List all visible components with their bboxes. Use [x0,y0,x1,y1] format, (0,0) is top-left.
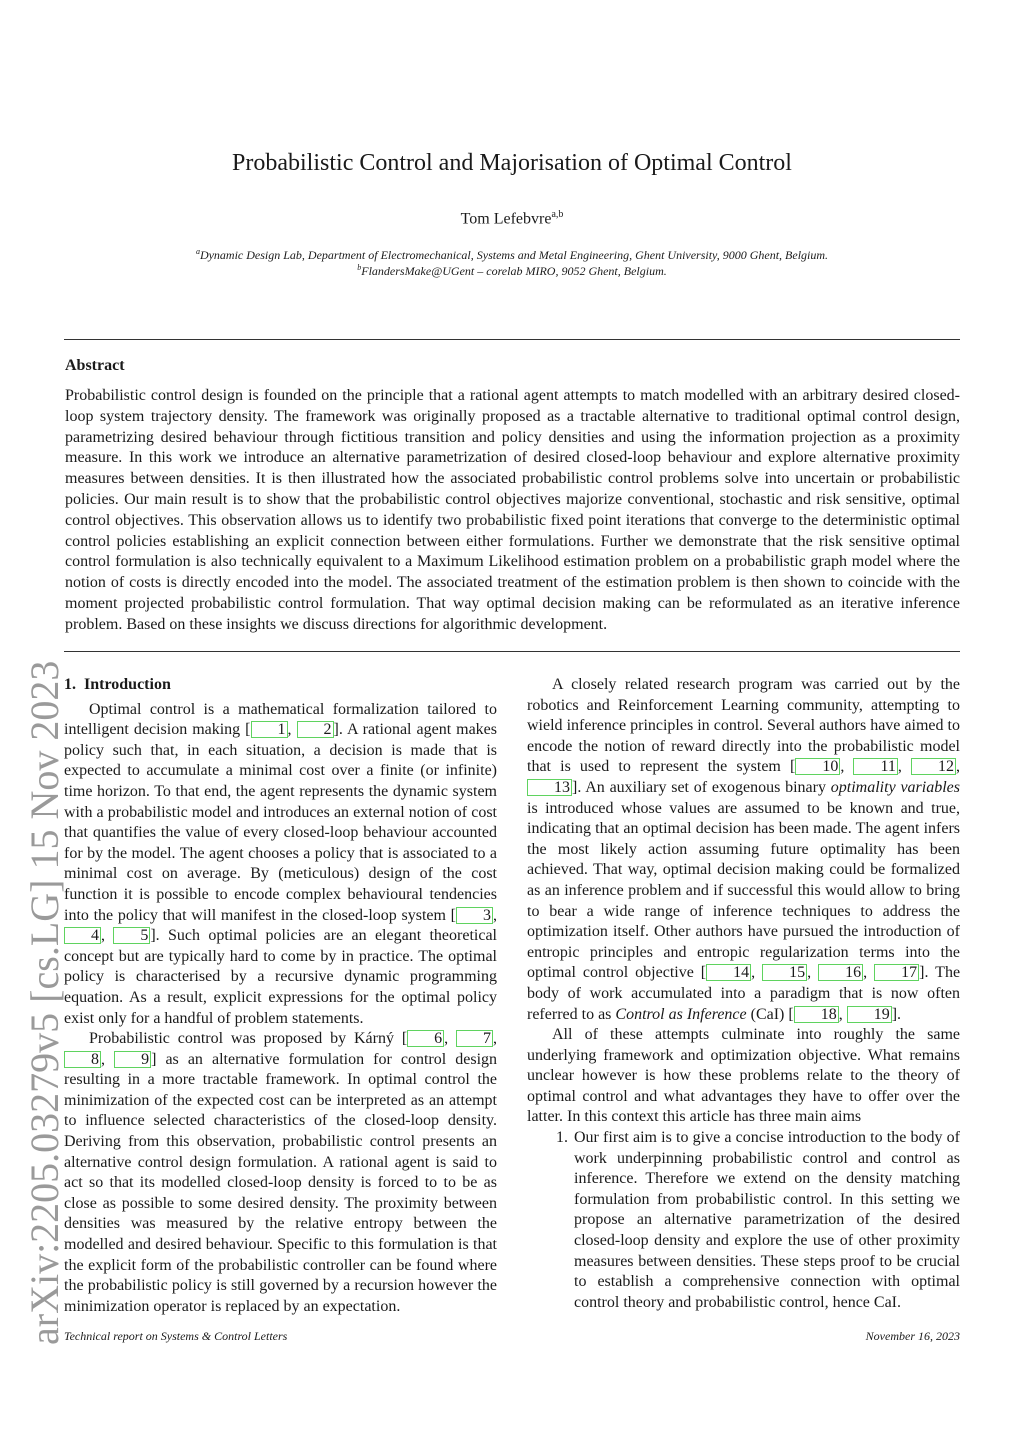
abstract-text: Probabilistic control design is founded on the principle that a rational agent attempts to match modelled with an arbitrary desired closed-loop system trajectory density. The framework was originally proposed as a tractable alternative to traditional optimal control design, parametrizing desired behaviour through fictitious transition and policy densities and using the information projection as a proximity measure. In this work we introduce an alternative parametrization of desired closed-loop behaviour and explore alternative proximity measures between densities. It is then illustrated how the associated probabilistic control problems solve into uncertain or probabilistic policies. Our main result is to show that the probabilistic control objectives majorize conventional, stochastic and risk sensitive, optimal control objectives. This observation allows us to identify two probabilistic fixed point iterations that converge to the deterministic optimal control policies establishing an explicit connection between either formulations. Further we demonstrate that the risk sensitive optimal control formulation is also technically equivalent to a Maximum Likelihood estimation problem on a probabilistic graph model where the notion of costs is directly encoded into the model. The associated treatment of the estimation problem is then shown to coincide with the moment projected probabilistic control formulation. That way optimal decision making can be reformulated as an iterative inference problem. Based on these insights we discuss directions for algorithmic development. [65,387,960,633]
abstract-heading: Abstract [65,357,125,374]
citation-link[interactable]: 19 [847,1006,892,1023]
left-column [64,675,497,1317]
aims-list [527,1128,960,1313]
citation-link[interactable]: 4 [64,927,101,944]
citation-link[interactable]: 13 [527,779,572,796]
emphasis-optimality-variables: optimality variables [830,778,960,796]
citation-link[interactable]: 3 [456,907,493,924]
citation-link[interactable]: 16 [818,964,863,981]
emphasis-control-as-inference: Control as Inference [615,1005,747,1023]
affiliation-b [0,263,1024,279]
arxiv-side-stamp [10,445,72,1345]
section-title: Introduction [84,676,171,693]
citation-link[interactable]: 2 [297,721,334,738]
citation-link[interactable]: 5 [113,927,150,944]
citation-link[interactable]: 8 [64,1051,101,1068]
footer-journal: Technical report on Systems & Control Letters [64,1329,288,1343]
author-name: Tom Lefebvre [460,210,552,228]
intro-paragraph-1: Optimal control is a mathematical formalization tailored to intelligent decision making [ 1 , 2 ]. A rational agent makes policy such that, in each situation, a decision is made that is expected to accumulate a minimal cost over a finite (or infinite) time horizon. To that end, the agent represents the dynamic system with a probabilistic model and introduces an external notion of cost that quantifies the value of every closed-loop behaviour accounted for by the model. The agent chooses a policy that is associated to a minimal cost on average. By (meticulous) design of the cost function it is possible to encode complex behavioural tendencies into the policy that will manifest in the closed-loop system [ 3 , 4 , 5 ]. Such optimal policies are an elegant theoretical concept but are typically hard to come by in practice. The optimal policy is characterised by a recursive dynamic programming equation. As a result, explicit expressions for the optimal policy exist only for a handful of problem statements. [64,700,498,1027]
citation-link[interactable]: 18 [794,1006,839,1023]
citation-link[interactable]: 14 [706,964,751,981]
citation-link[interactable]: 15 [762,964,807,981]
author-affil-marks: a,b [551,209,564,220]
citation-link[interactable]: 1 [251,721,288,738]
citation-link[interactable]: 9 [114,1051,151,1068]
top-divider [64,339,960,340]
footer-date: November 16, 2023 [865,1329,960,1343]
citation-link[interactable]: 17 [874,964,919,981]
section-heading [64,675,497,696]
paper-title: Probabilistic Control and Majorisation of Optimal Control [232,150,792,176]
affiliation-b-text: FlandersMake@UGent – corelab MIRO, 9052 Ghent, Belgium. [361,264,667,278]
affiliation-a-mark: a [195,247,200,256]
affiliation-a [0,247,1024,263]
affiliation-a-text: Dynamic Design Lab, Department of Electromechanical, Systems and Metal Engineering, Ghent University, 9000 Ghent, Belgium. [199,248,829,262]
aims-list-item: 1. Our first aim is to give a concise introduction to the body of work underpinning probabilistic control and control as inference. Therefore we extend on the density matching formulation from probabilistic control. In this setting we propose an alternative parametrization of the desired closed-loop density and explore the use of other proximity measures between densities. These steps proof to be crucial to establish a comprehensive connection with optimal control theory and probabilistic control, hence CaI. [572,1128,960,1313]
author-line [0,209,1024,228]
citation-link[interactable]: 10 [795,758,840,775]
arxiv-stamp-text: arXiv:2205.03279v5 [cs.LG] 15 Nov 2023 [22,660,67,1345]
section-number: 1. [64,676,76,693]
citation-link[interactable]: 11 [853,758,897,775]
intro-paragraph-2: Probabilistic control was proposed by Kárný [ 6 , 7 , 8 , 9 ] as an alternative formulation for control design resulting in a more tractable framework. In optimal control the minimization of the expected cost can be interpreted as an attempt to influence selected characteristics of the closed-loop density. Deriving from this observation, probabilistic control presents an alternative control design formulation. A rational agent is said to act so that its modelled closed-loop density is forced to to be as close as possible to some desired density. The proximity between densities was measured by the relative entropy between the modelled and desired behaviour. Specific to this formulation is that the explicit form of the probabilistic controller can be found where the probabilistic policy is still governed by a recursion however the minimization operator is replaced by an expectation. [64,1030,498,1315]
right-column [527,675,960,1313]
citation-link[interactable]: 7 [456,1030,493,1047]
citation-link[interactable]: 6 [407,1030,444,1047]
intro-paragraph-4: All of these attempts culminate into roughly the same underlying framework and optimization objective. What remains unclear however is how these problems relate to the theory of optimal control and what advantages they have to offer over the latter. In this context this article has three main aims [527,1026,960,1126]
abstract-divider [64,651,960,652]
affiliation-b-mark: b [357,263,362,272]
citation-link[interactable]: 12 [911,758,956,775]
intro-paragraph-3: A closely related research program was carried out by the robotics and Reinforcement Learning community, attempting to wield inference principles in control. Several authors have aimed to encode the notion of reward directly into the probabilistic model that is used to represent the system [ 10 , 11 , 12 , 13 ]. An auxiliary set of exogenous binary optimality variables is introduced whose values are assumed to be known and true, indicating that an optimal decision has been made. The agent infers the most likely action assuming future optimality has been achieved. That way, optimal decision making could be formalized as an inference problem and if successful this would allow to bring to bear a wide range of inference techniques to address the optimization itself. Other authors have pursued the introduction of entropic principles and entropic regularization terms into the optimal control objective [ 14 , 15 , 16 , 17 ]. The body of work accumulated into a paradigm that is now often referred to as Control as Inference (CaI) [ 18 , 19 ]. [527,676,961,1023]
